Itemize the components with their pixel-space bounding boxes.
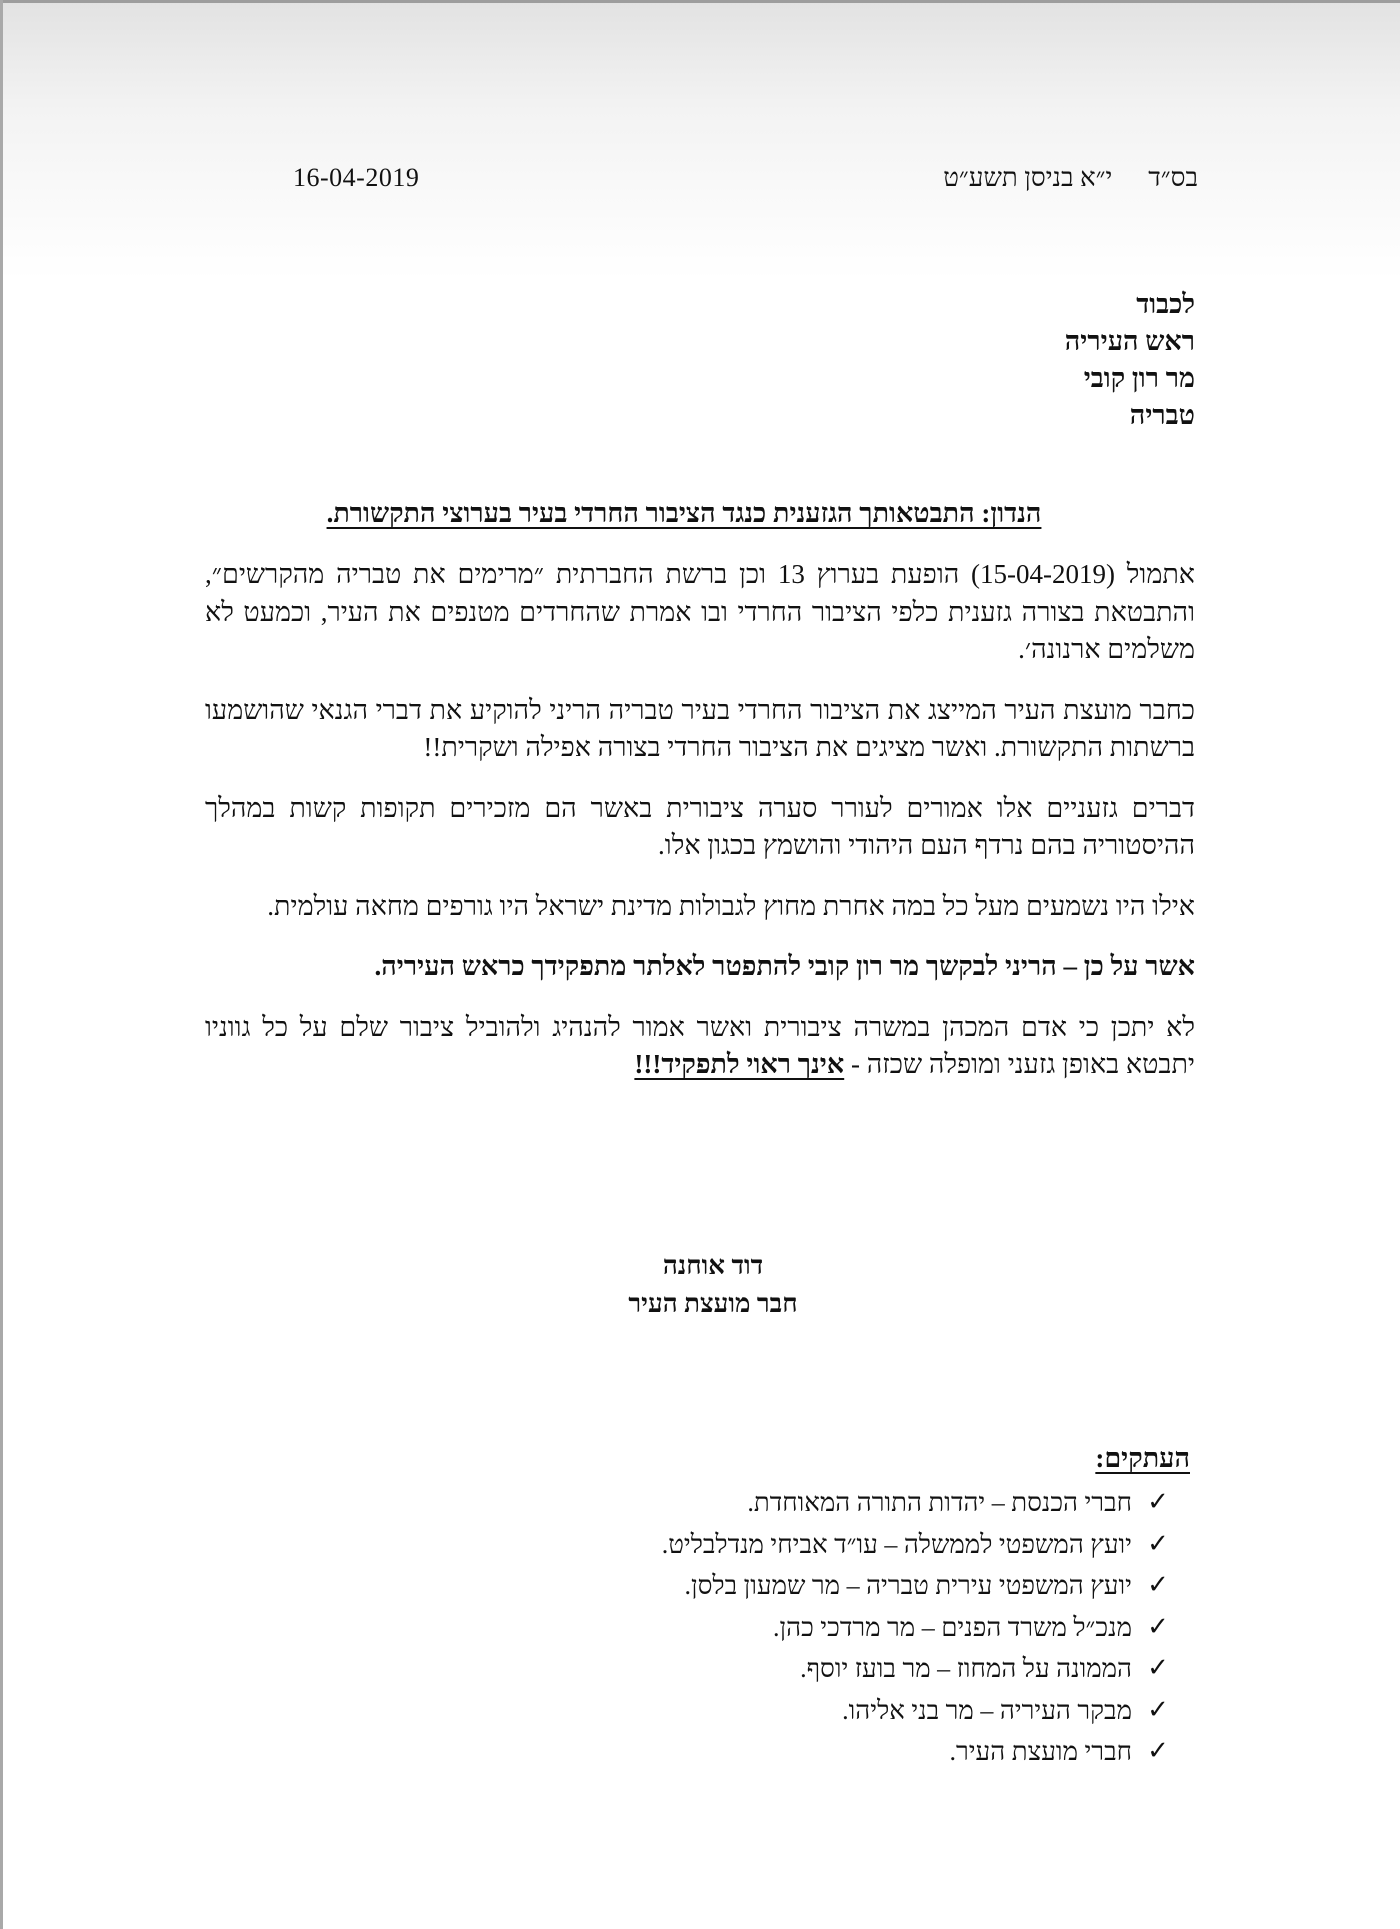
hebrew-header (943, 163, 1198, 193)
copies-item-text: יועץ המשפטי לממשלה – עו״ד אביחי מנדלבליט. (661, 1529, 1132, 1559)
demand-paragraph: אשר על כן – הריני לבקשך מר רון קובי להתפטר לאלתר מתפקידך כראש העיריה. (374, 951, 1195, 981)
copies-item-text: חברי מועצת העיר. (949, 1737, 1132, 1766)
check-icon: ✓ (1147, 1694, 1169, 1725)
copies-list-item (662, 1648, 1172, 1690)
copies-list-item (662, 1690, 1172, 1732)
body-paragraph: דברים גזעניים אלו אמורים לעורר סערה ציבורית באשר הם מזכירים תקופות קשות במהלך ההיסטוריה בהם נרדף העם היהודי והושמץ בכגון אלו. (205, 792, 1195, 860)
check-icon: ✓ (1147, 1653, 1169, 1683)
body-paragraph: אתמול (15-04-2019) הופעת בערוץ 13 וכן ברשת החברתית ״מרימים את טבריה מהקרשים״, והתבטאת בצורה גזענית כלפי הציבור החרדי ובו אמרת שהחרדים מטנפים את העיר, וכמעט לא משלמים ארנונה׳. (205, 559, 1196, 664)
bsd-mark: בס״ד (1148, 163, 1198, 192)
copies-title: העתקים: (1095, 1443, 1190, 1473)
addressee-line: לכבוד (1136, 289, 1195, 319)
addressee-line: מר רון קובי (1083, 363, 1195, 393)
copies-list-item (662, 1482, 1172, 1524)
copies-item-text: מנכ״ל משרד הפנים – מר מרדכי כהן. (773, 1612, 1132, 1642)
copies-item-text: יועץ המשפטי עירית טבריה – מר שמעון בלסן. (684, 1571, 1132, 1600)
check-icon: ✓ (1147, 1570, 1169, 1600)
signer-name: דוד אוחנה (662, 1251, 764, 1280)
body-paragraph: אילו היו נשמעים מעל כל במה אחרת מחוץ לגבולות מדינת ישראל היו גורפים מחאה עולמית. (267, 890, 1195, 921)
letter-header (293, 163, 1198, 203)
copies-item-text: מבקר העיריה – מר בני אליהו. (842, 1695, 1132, 1725)
body-paragraph: כחבר מועצת העיר המייצג את הציבור החרדי בעיר טבריה הריני להוקיע את דברי הגנאי שהושמעו ברשתות התקשורת. ואשר מציגים את הציבור החרדי בצורה אפילה ושקרית!! (205, 694, 1195, 762)
gregorian-date: 16-04-2019 (293, 163, 420, 192)
closing-paragraph (205, 1009, 1195, 1084)
closing-emphasis: אינך ראוי לתפקיד!!! (634, 1049, 845, 1079)
page-top-edge (3, 0, 1400, 3)
check-icon: ✓ (1147, 1487, 1169, 1517)
closing-text: לא יתכן כי אדם המכהן במשרה ציבורית ואשר אמור להנהיג ולהוביל ציבור שלם על כל גווניו יתבטא באופן גזעני ומופלה שכזה - (205, 1011, 1195, 1079)
copies-list-item (662, 1731, 1172, 1773)
addressee-line: טבריה (1129, 400, 1195, 430)
letter-body (205, 556, 1195, 1107)
addressee-line: ראש העיריה (1064, 326, 1195, 356)
signer-title: חבר מועצת העיר (628, 1289, 798, 1318)
addressee-block (1065, 286, 1195, 434)
copies-item-text: הממונה על המחוז – מר בועז יוסף. (800, 1654, 1132, 1683)
copies-item-text: חברי הכנסת – יהדות התורה המאוחדת. (747, 1488, 1132, 1517)
hebrew-date: י״א בניסן תשע״ט (943, 163, 1113, 192)
copies-list-item (662, 1607, 1172, 1649)
copies-list-item (662, 1565, 1172, 1607)
signature-block (503, 1247, 923, 1323)
copies-list (662, 1482, 1172, 1773)
check-icon: ✓ (1147, 1736, 1169, 1766)
check-icon: ✓ (1147, 1611, 1169, 1642)
check-icon: ✓ (1147, 1528, 1169, 1559)
copies-list-item (662, 1524, 1172, 1566)
subject-line: הנדון: התבטאותך הגזענית כנגד הציבור החרדי בעיר בערוצי התקשורת. (326, 498, 1042, 528)
